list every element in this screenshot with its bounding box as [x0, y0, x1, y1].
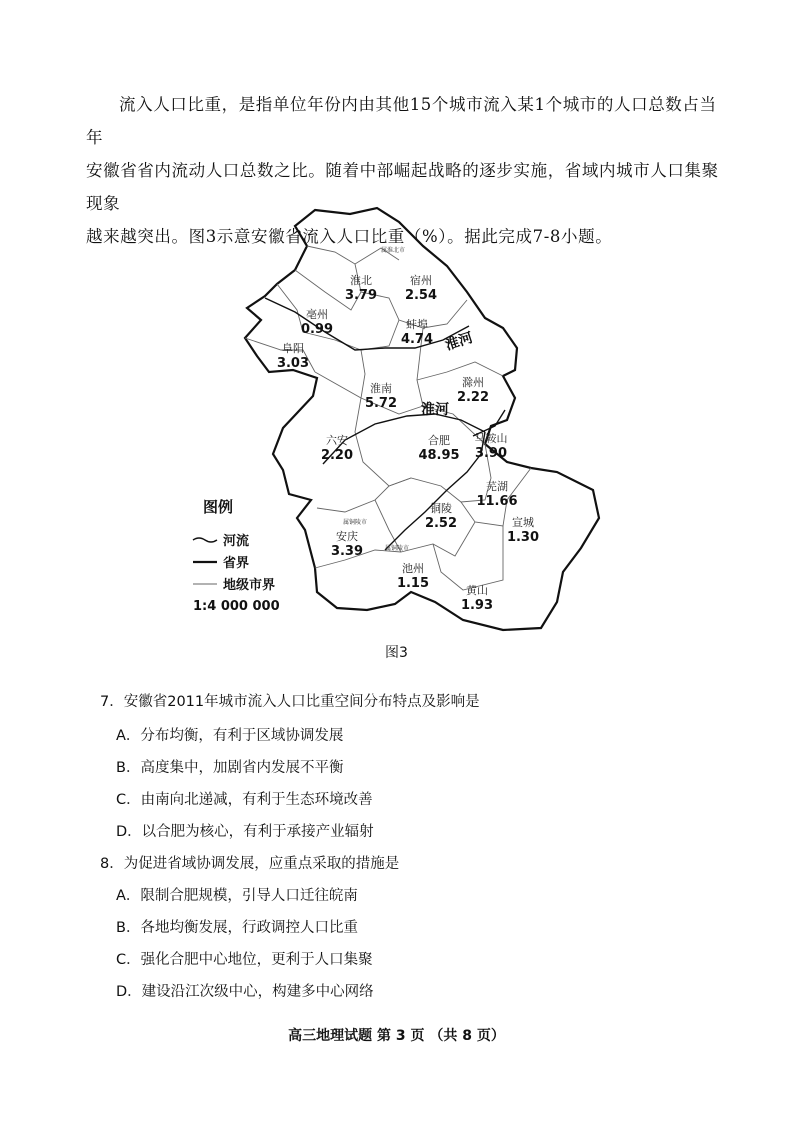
- city-inflow-value: 2.52: [424, 516, 458, 531]
- city-name: 芜湖: [486, 480, 508, 493]
- city-inflow-value: 0.99: [300, 322, 334, 337]
- city-name: 滁州: [462, 376, 484, 389]
- city-name: 池州: [402, 562, 424, 575]
- city-label: [401, 317, 433, 347]
- anhui-inflow-map: [185, 200, 615, 640]
- city-inflow-value: 3.90: [474, 446, 508, 461]
- intro-line-3: 越来越突出。图3示意安徽省流入人口比重（%）。据此完成7-8小题。: [86, 227, 613, 246]
- city-label: [365, 381, 397, 411]
- city-name: 黄山: [466, 584, 488, 597]
- city-name: 马鞍山: [474, 432, 508, 445]
- city-name: 铜陵: [430, 502, 452, 515]
- city-label: [345, 273, 377, 303]
- legend-scale: 1:4 000 000: [193, 599, 280, 614]
- question-8-option-c: C．强化合肥中心地位，更利于人口集聚: [116, 952, 373, 968]
- city-inflow-value: 1.30: [506, 530, 540, 545]
- map-legend: [193, 498, 280, 614]
- city-label: [418, 433, 459, 463]
- city-inflow-value: 5.72: [364, 396, 398, 411]
- city-inflow-value: 11.66: [476, 494, 518, 509]
- question-8-option-b: B．各地均衡发展，行政调控人口比重: [116, 920, 358, 936]
- city-inflow-value: 2.54: [404, 288, 438, 303]
- intro-line-2: 安徽省省内流动人口总数之比。随着中部崛起战略的逐步实施，省域内城市人口集聚现象: [86, 161, 719, 213]
- page-footer: 高三地理试题 第 3 页 （共 8 页）: [288, 1028, 505, 1044]
- question-8-stem: 8．为促进省域协调发展，应重点采取的措施是: [100, 856, 400, 872]
- city-inflow-value: 3.39: [330, 544, 364, 559]
- city-name: 宣城: [512, 516, 534, 529]
- city-label: [507, 515, 539, 545]
- city-name: 宿州: [410, 274, 432, 287]
- city-label: [475, 431, 508, 461]
- legend-title: 图例: [203, 498, 234, 516]
- legend-river-label: 河流: [223, 534, 250, 549]
- city-inflow-value: 2.20: [320, 448, 354, 463]
- city-label: [476, 479, 517, 509]
- city-label: [457, 375, 489, 405]
- enclave-label-tongling-2: 属铜陵市: [385, 545, 410, 552]
- river-label-huaihe: 淮河: [443, 329, 475, 354]
- question-7-option-d: D．以合肥为核心，有利于承接产业辐射: [116, 824, 374, 840]
- question-7-option-c: C．由南向北递减，有利于生态环境改善: [116, 792, 373, 808]
- legend-river-symbol: [193, 538, 217, 542]
- question-7-option-a: A．分布均衡，有利于区域协调发展: [116, 728, 344, 744]
- city-label: [301, 307, 333, 337]
- city-inflow-value: 1.93: [460, 598, 494, 613]
- city-inflow-value: 2.22: [456, 390, 490, 405]
- city-inflow-value: 48.95: [418, 448, 460, 463]
- city-name: 合肥: [428, 434, 450, 447]
- city-label: [397, 561, 429, 591]
- city-inflow-value: 1.15: [396, 576, 430, 591]
- question-7-stem: 7．安徽省2011年城市流入人口比重空间分布特点及影响是: [100, 694, 480, 710]
- enclave-label-huaibei: 属淮北市: [381, 247, 406, 254]
- city-name: 安庆: [336, 530, 358, 543]
- river-label-huaihe-2: 淮河: [421, 402, 449, 418]
- legend-province-label: 省界: [223, 556, 250, 571]
- city-label: [405, 273, 437, 303]
- city-name: 蚌埠: [406, 318, 428, 331]
- city-name: 阜阳: [282, 342, 304, 355]
- city-name: 六安: [326, 434, 348, 447]
- city-label: [461, 583, 493, 613]
- city-inflow-value: 3.03: [276, 356, 310, 371]
- city-labels: [277, 273, 539, 613]
- city-label: [331, 529, 363, 559]
- intro-line-1: 流入人口比重，是指单位年份内由其他15个城市流入某1个城市的人口总数占当年: [86, 95, 717, 147]
- enclave-label-tongling-1: 属铜陵市: [343, 519, 368, 526]
- city-label: [425, 501, 457, 531]
- question-7-option-b: B．高度集中，加剧省内发展不平衡: [116, 760, 344, 776]
- city-name: 淮南: [370, 382, 392, 395]
- city-inflow-value: 3.79: [344, 288, 378, 303]
- legend-city-boundary-label: 地级市界: [223, 578, 276, 593]
- question-8-option-d: D．建设沿江次级中心，构建多中心网络: [116, 984, 374, 1000]
- city-label: [277, 342, 309, 371]
- city-name: 亳州: [306, 308, 328, 321]
- figure-caption: 图3: [385, 645, 408, 661]
- question-8-option-a: A．限制合肥规模，引导人口迁往皖南: [116, 888, 358, 904]
- city-name: 淮北: [350, 274, 372, 287]
- city-boundaries: [245, 246, 531, 590]
- city-inflow-value: 4.74: [400, 332, 434, 347]
